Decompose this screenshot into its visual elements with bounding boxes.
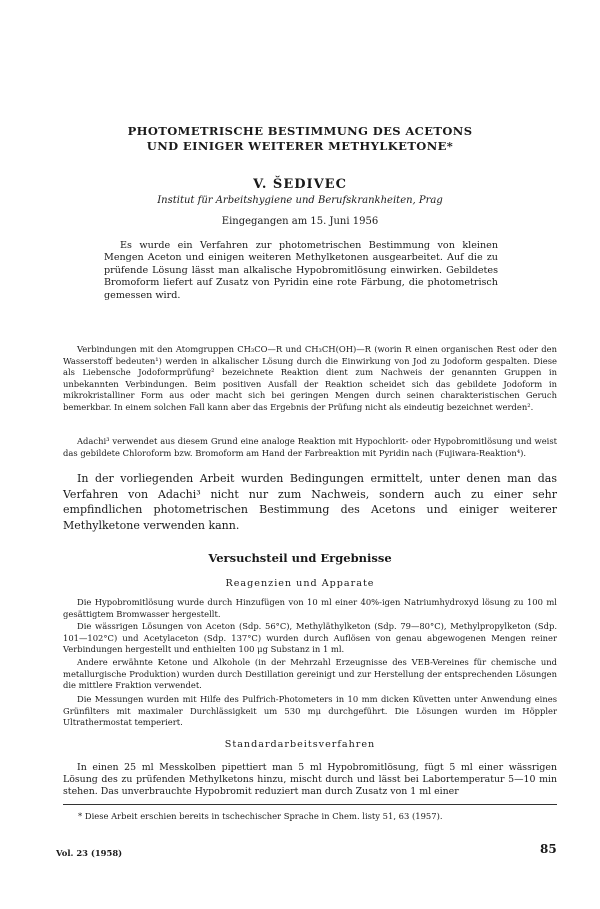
subsection-heading-procedure: Standardarbeitsverfahren: [224, 739, 376, 750]
journal-volume: Vol. 23 (1958): [56, 848, 123, 858]
paragraph-procedure: In einen 25 ml Messkolben pipettiert man 5 ml Hypobromitlösung, fügt 5 ml einer wässrigen Lösung des zu prüfenden Methylketons hinzu, mischt durch und lässt bei Labortemperatur 5—10 min stehen. Das unverbrauchte Hypobromit reduziert man durch Zusatz von 1 ml einer: [63, 762, 557, 798]
paragraph-intro-1: Verbindungen mit den Atomgruppen CH₃CO—R und CH₃CH(OH)—R (worin R einen organischen Rest oder den Wasserstoff bedeuten¹) werden in alkalischer Lösung durch die Einwirkung von Jod zu Jodoform gespalten. Diese als Liebensche Jodoformprüfung² bezeichnete Reaktion dient zum Nachweis der genannten Gruppen in unbekannten Verbindungen. Beim positiven Ausfall der Reaktion scheidet sich das gebildete Jodoform in mikrokristalliner Form aus oder macht sich bei geringen Mengen durch seinen charakteristischen Geruch bemerkbar. In einem solchen Fall kann aber das Ergebnis der Prüfung nicht als eindeutig bezeichnet werden².: [63, 344, 557, 412]
section-heading: Versuchsteil und Ergebnisse: [208, 551, 392, 565]
paragraph-reagents-3: Andere erwähnte Ketone und Alkohole (in der Mehrzahl Erzeugnisse des VEB-Vereines für chemische und metallurgische Produktion) wurden durch Destillation gereinigt und zur Herstellung der entsprechenden Lösungen die mittlere Fraktion verwendet.: [63, 657, 557, 690]
paragraph-reagents-1: Die Hypobromitlösung wurde durch Hinzufügen von 10 ml einer 40%-igen Natriumhydroxyd lösung zu 100 ml gesättigtem Bromwasser hergestellt.: [63, 597, 557, 619]
lead-paragraph: In der vorliegenden Arbeit wurden Bedingungen ermittelt, unter denen man das Verfahren von Adachi³ nicht nur zum Nachweis, sondern auch zu einer sehr empfindlichen photometrischen Bestimmung des Acetons und einiger weiterer Methylketone verwenden kann.: [63, 472, 557, 532]
footnote: * Diese Arbeit erschien bereits in tschechischer Sprache in Chem. listy 51, 63 (1957).: [78, 811, 443, 821]
paragraph-reagents-4: Die Messungen wurden mit Hilfe des Pulfrich-Photometers in 10 mm dicken Küvetten unter Anwendung eines Grünfilters mit maximaler Durchlässigkeit um 530 mμ durchgeführt. Die Lösungen wurden im Höppler Ultrathermostat temperiert.: [63, 694, 557, 727]
paragraph-intro-2: Adachi³ verwendet aus diesem Grund eine analoge Reaktion mit Hypochlorit- oder Hypobromitlösung und weist das gebildete Chloroform bzw. Bromoform am Hand der Farbreaktion mit Pyridin nach (Fujiwara-Reaktion⁴).: [63, 436, 557, 458]
page-number: 85: [540, 842, 557, 856]
footnote-divider: [63, 804, 557, 805]
institute: Institut für Arbeitshygiene und Berufskrankheiten, Prag: [157, 195, 443, 206]
paragraph-reagents-2: Die wässrigen Lösungen von Aceton (Sdp. 56°C), Methyläthylketon (Sdp. 79—80°C), Methylpropylketon (Sdp. 101—102°C) und Acetylaceton (Sdp. 137°C) wurden durch Auflösen von genau abgewogenen Mengen reiner Verbindungen hergestellt und enthielten 100 μg Substanz in 1 ml.: [63, 621, 557, 654]
title-line-2: UND EINIGER WEITERER METHYLKETONE*: [146, 139, 454, 153]
subsection-heading-reagents: Reagenzien und Apparate: [225, 578, 375, 589]
author: V. ŠEDIVEC: [253, 177, 347, 192]
received-date: Eingegangen am 15. Juni 1956: [221, 216, 379, 227]
title-line-1: PHOTOMETRISCHE BESTIMMUNG DES ACETONS: [127, 124, 473, 138]
paper-title: [0, 124, 600, 154]
abstract: Es wurde ein Verfahren zur photometrischen Bestimmung von kleinen Mengen Aceton und einigen weiteren Methylketonen ausgearbeitet. Auf die zu prüfende Lösung lässt man alkalische Hypobromitlösung einwirken. Gebildetes Bromoform liefert auf Zusatz von Pyridin eine rote Färbung, die photometrisch gemessen wird.: [104, 240, 498, 301]
